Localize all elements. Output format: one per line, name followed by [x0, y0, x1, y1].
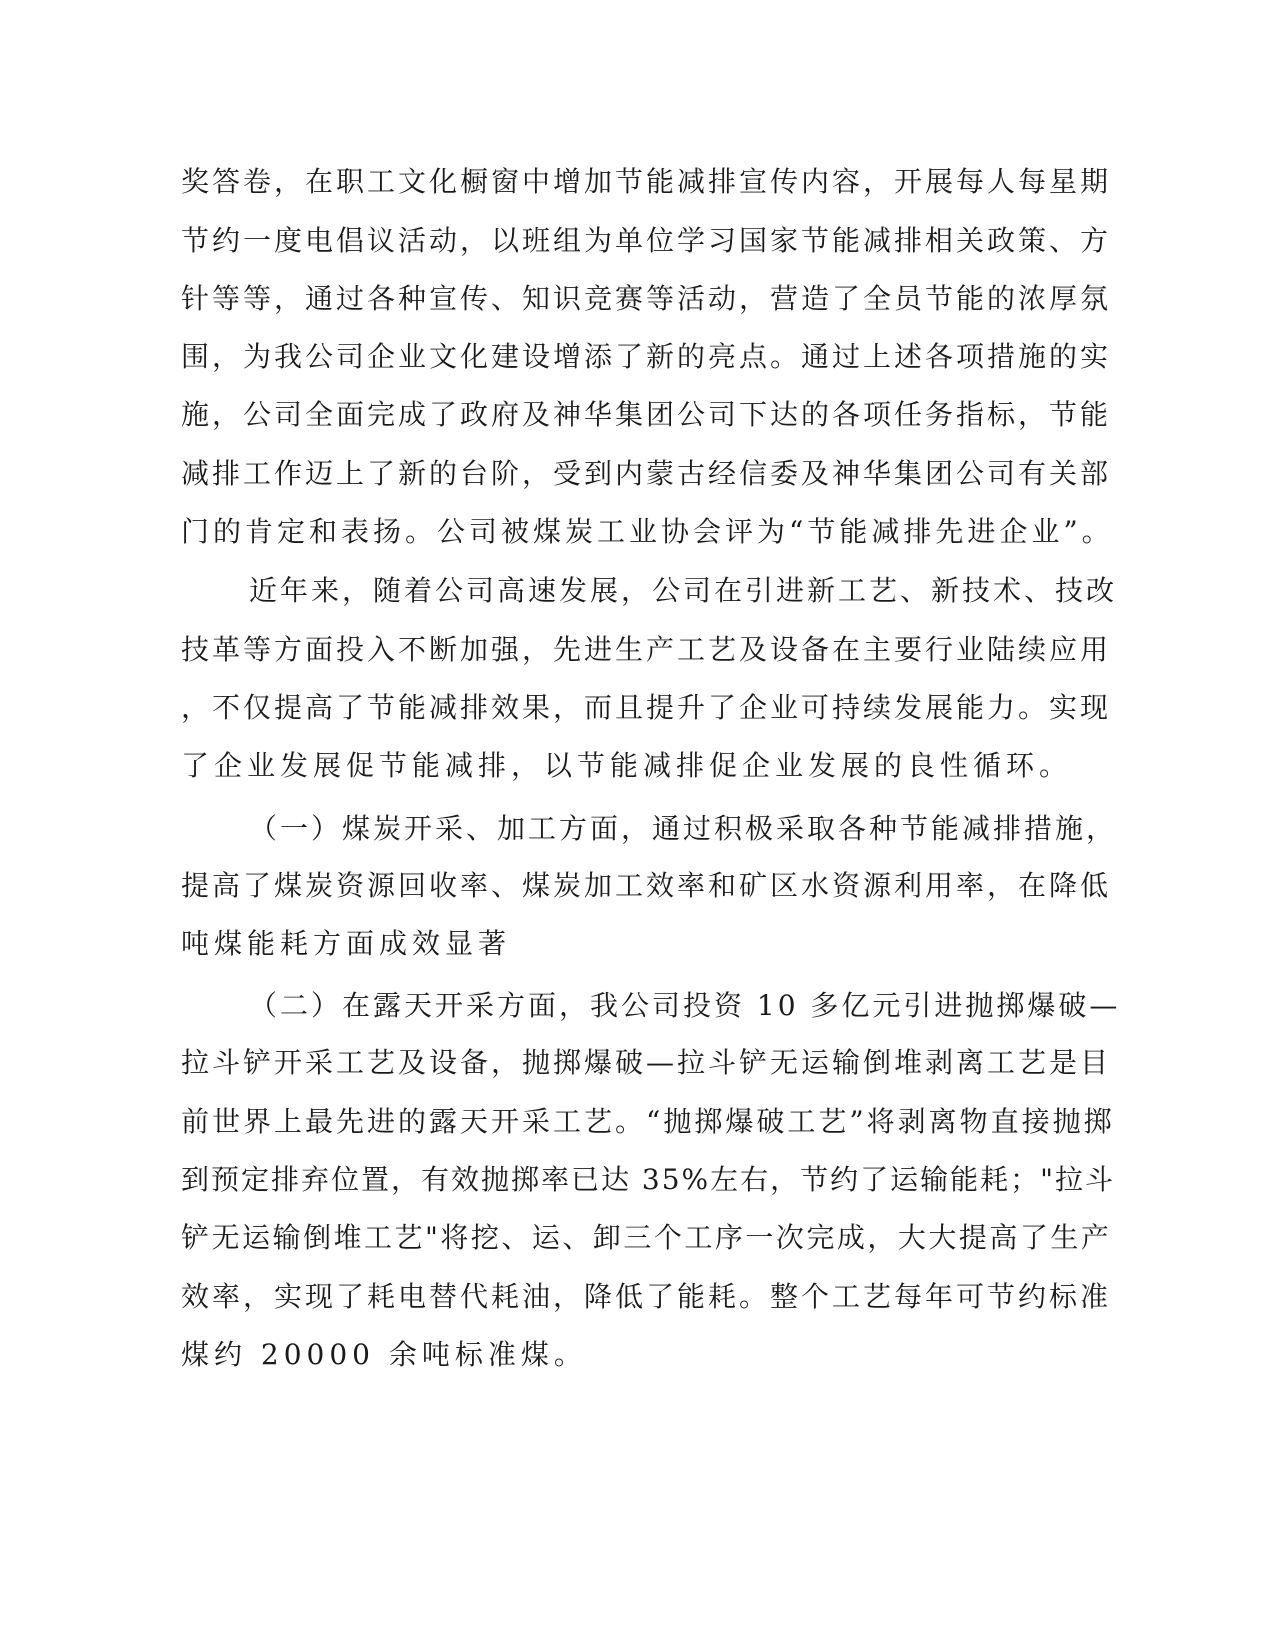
text-line: 减排工作迈上了新的台阶，受到内蒙古经信委及神华集团公司有关部 — [181, 457, 1112, 490]
text-line: ，不仅提高了节能减排效果，而且提升了企业可持续发展能力。实现 — [181, 691, 1112, 724]
text-line: 煤约 20000 余吨标准煤。 — [181, 1338, 587, 1371]
text-line: 技革等方面投入不断加强，先进生产工艺及设备在主要行业陆续应用 — [181, 633, 1112, 666]
text-line: 吨煤能耗方面成效显著 — [181, 927, 512, 960]
text-line: 提高了煤炭资源回收率、煤炭加工效率和矿区水资源利用率，在降低 — [181, 869, 1112, 902]
text-line: 围，为我公司企业文化建设增添了新的亮点。通过上述各项措施的实 — [181, 340, 1112, 373]
text-line: 效率，实现了耗电替代耗油，降低了能耗。整个工艺每年可节约标准 — [181, 1280, 1112, 1313]
text-line: 了企业发展促节能减排，以节能减排促企业发展的良性循环。 — [181, 749, 1073, 782]
paragraph-start-line: （二）在露天开采方面，我公司投资 10 多亿元引进抛掷爆破— — [249, 989, 1121, 1022]
text-line: 施，公司全面完成了政府及神华集团公司下达的各项任务指标，节能 — [181, 398, 1112, 431]
paragraph-start-line: （一）煤炭开采、加工方面，通过积极采取各种节能减排措施， — [249, 812, 1118, 845]
text-line: 针等等，通过各种宣传、知识竞赛等活动，营造了全员节能的浓厚氛 — [181, 282, 1112, 315]
text-line: 前世界上最先进的露天开采工艺。“抛掷爆破工艺”将剥离物直接抛掷 — [181, 1105, 1115, 1138]
text-line: 到预定排弃位置，有效抛掷率已达 35%左右，节约了运输能耗；"拉斗 — [181, 1163, 1116, 1196]
text-line: 奖答卷，在职工文化橱窗中增加节能减排宣传内容，开展每人每星期 — [181, 165, 1112, 198]
paragraph-start-line: 近年来，随着公司高速发展，公司在引进新工艺、新技术、技改 — [249, 574, 1118, 607]
text-line: 节约一度电倡议活动，以班组为单位学习国家节能减排相关政策、方 — [181, 224, 1112, 257]
text-line: 拉斗铲开采工艺及设备，抛掷爆破—拉斗铲无运输倒堆剥离工艺是目 — [181, 1046, 1112, 1079]
text-line: 铲无运输倒堆工艺"将挖、运、卸三个工序一次完成，大大提高了生产 — [181, 1221, 1112, 1254]
text-line: 门的肯定和表扬。公司被煤炭工业协会评为“节能减排先进企业”。 — [181, 515, 1114, 548]
